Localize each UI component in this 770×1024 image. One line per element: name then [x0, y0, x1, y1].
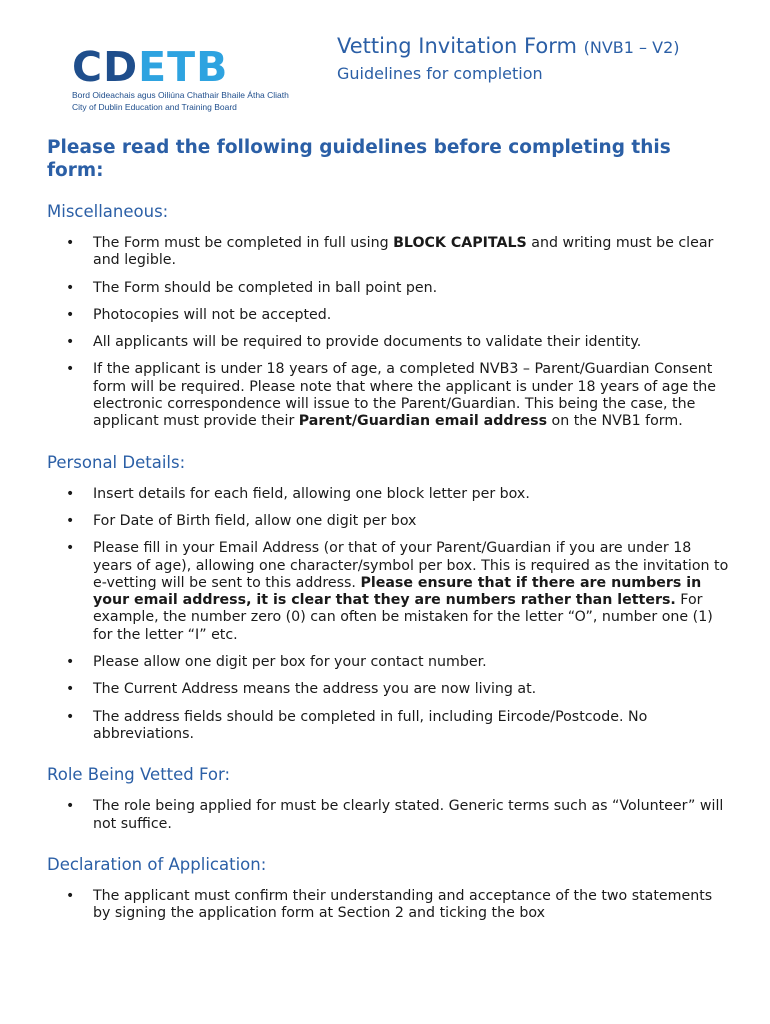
role-list [47, 798, 737, 833]
logo-wordmark [72, 43, 242, 91]
guidelines-content [47, 136, 737, 944]
list-item: • The Current Address means the address you are now living at. [47, 681, 733, 698]
logo-wordmark-dark: CD [72, 43, 139, 91]
section-heading-personal-details: Personal Details: [47, 452, 186, 472]
item-text: on the NVB1 form. [547, 413, 683, 430]
list-item: • For Date of Birth field, allow one digit per box [47, 513, 733, 530]
section-heading-role: Role Being Vetted For: [47, 765, 231, 785]
item-bold-text: Please ensure that if there are numbers in your email address, it is clear that they are numbers rather than letters. [93, 574, 702, 609]
list-item [47, 540, 733, 644]
section-heading-declaration: Declaration of Application: [47, 854, 267, 874]
list-item: • Insert details for each field, allowing one block letter per box. [47, 486, 733, 503]
item-bold-text: Parent/Guardian email address [298, 413, 548, 430]
item-text: If the applicant is under 18 years of age, a completed NVB3 – Parent/Guardian Consent form will be required. Please note that where the applicant is under 18 years of age the electronic correspondence will issue to the Parent/Guardian. This being the case, the applicant must provide their [93, 361, 717, 430]
item-bold-text: BLOCK CAPITALS [393, 235, 527, 251]
form-code: (NVB1 – V2) [583, 38, 680, 57]
form-title-block [337, 33, 727, 85]
list-item: • Photocopies will not be accepted. [47, 307, 733, 324]
list-item: • The applicant must confirm their understanding and acceptance of the two statements by signing the application form at Section 2 and ticking the box [47, 888, 733, 923]
item-text: Please fill in your Email Address (or that of your Parent/Guardian if you are under 18 years of age), allowing one character/symbol per box. This is required as the invitation to e-vetting will be sent to this address. [93, 540, 729, 591]
list-item: • Please allow one digit per box for your contact number. [47, 654, 733, 671]
form-subtitle: Guidelines for completion [337, 64, 543, 83]
list-item: • The address fields should be completed in full, including Eircode/Postcode. No abbreviations. [47, 709, 733, 744]
item-text: The Form must be completed in full using [93, 235, 394, 251]
cdetb-logo [72, 43, 289, 112]
section-heading-miscellaneous: Miscellaneous: [47, 202, 169, 221]
form-title-text: Vetting Invitation Form [337, 34, 577, 58]
list-item [47, 361, 733, 430]
list-item: • All applicants will be required to provide documents to validate their identity. [47, 334, 733, 351]
intro-heading: Please read the following guidelines before completing this form: [47, 137, 671, 181]
form-title [337, 33, 727, 61]
item-text: and writing must be clear and legible. [93, 235, 714, 269]
declaration-list [47, 888, 737, 923]
logo-tagline-irish: Bord Oideachais agus Oiliúna Chathair Bhaile Átha Cliath [72, 90, 289, 100]
item-text: For example, the number zero (0) can often be mistaken for the letter “O”, number one (1) for the letter “I” etc. [93, 592, 713, 643]
list-item: • The role being applied for must be clearly stated. Generic terms such as “Volunteer” will not suffice. [47, 798, 733, 833]
miscellaneous-list [47, 235, 737, 431]
personal-details-list [47, 486, 737, 744]
logo-wordmark-light: ETB [138, 43, 229, 91]
list-item: • The Form should be completed in ball point pen. [47, 280, 733, 297]
list-item [47, 235, 733, 270]
logo-tagline-english: City of Dublin Education and Training Board [72, 102, 237, 112]
